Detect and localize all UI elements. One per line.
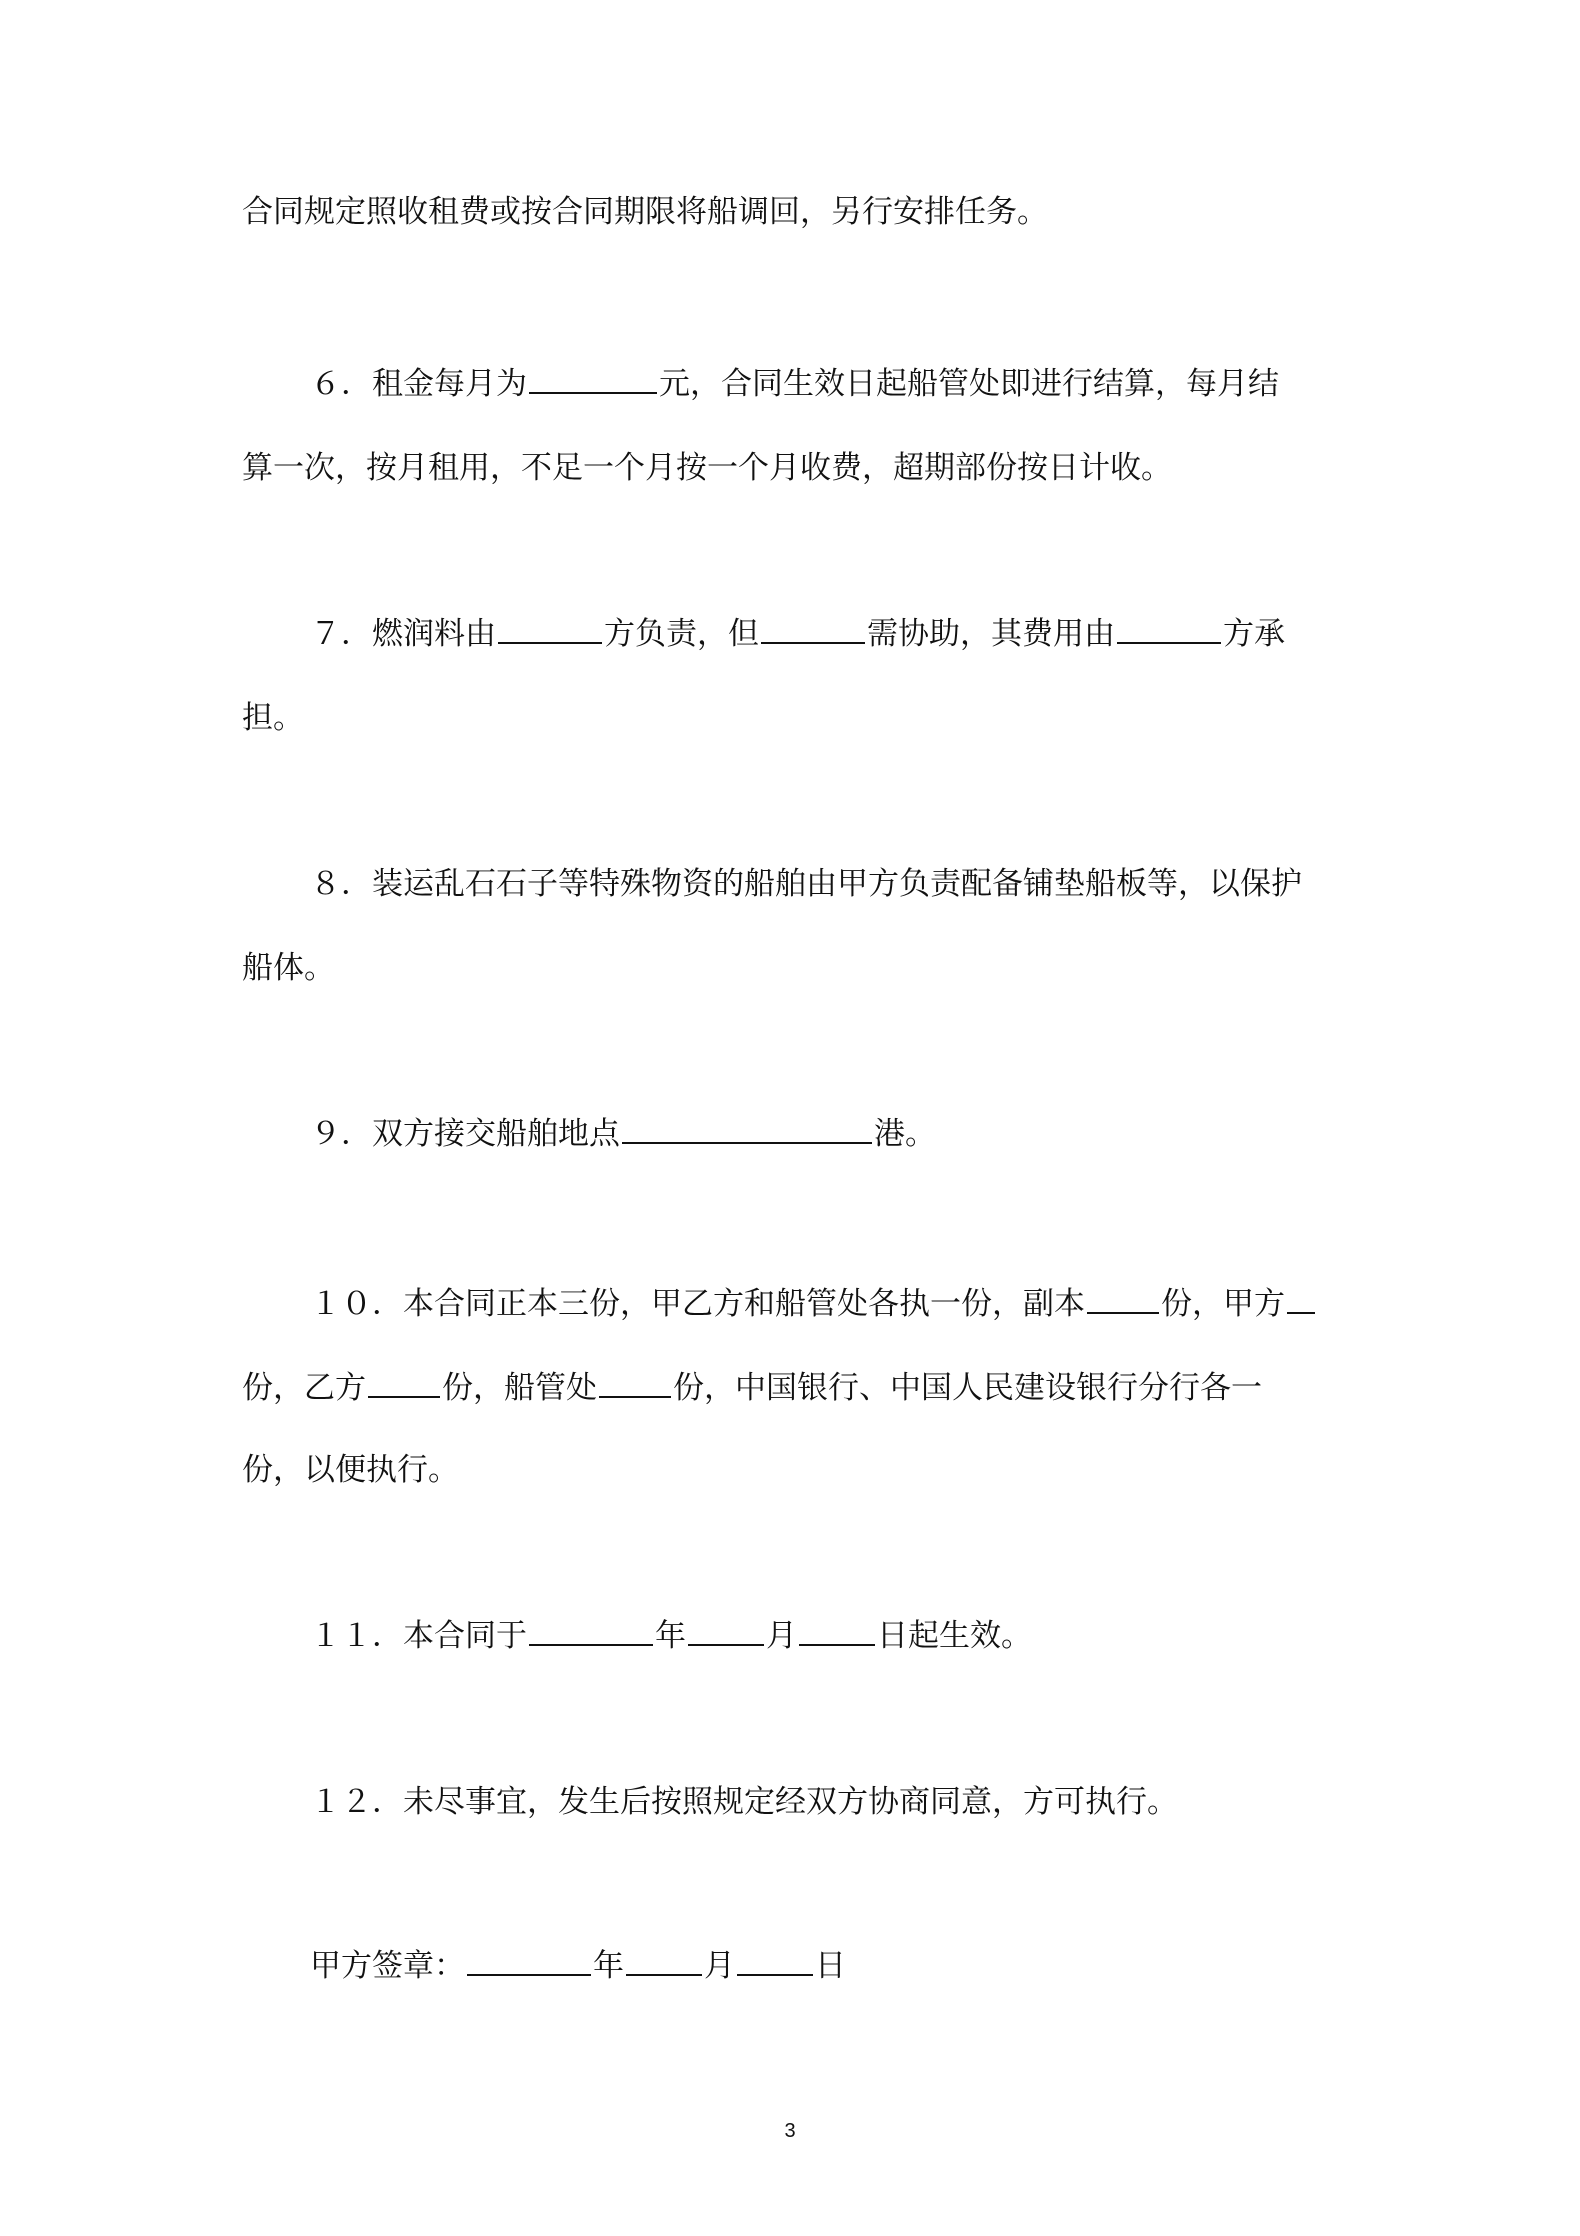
fill-blank-party-a-copies[interactable] [1287, 1286, 1315, 1314]
paragraph-7-line-2 [242, 698, 304, 738]
page-number: 3 [784, 2120, 796, 2142]
paragraph-text: 月 [766, 1618, 797, 1654]
fill-blank-effective-day[interactable] [799, 1618, 875, 1646]
paragraph-text: 年 [655, 1618, 686, 1654]
paragraph-text: 日 [815, 1948, 846, 1984]
fill-blank-sign-month[interactable] [626, 1948, 702, 1976]
paragraph-text: 份，甲方 [1161, 1286, 1285, 1322]
fill-blank-effective-year[interactable] [529, 1618, 653, 1646]
paragraph-text: ８．装运乱石石子等特殊物资的船舶由甲方负责配备铺垫船板等，以保护 [310, 866, 1302, 902]
paragraph-text: 年 [593, 1948, 624, 1984]
paragraph-text: 担。 [242, 700, 304, 736]
fill-blank-port[interactable] [622, 1116, 872, 1144]
paragraph-text: ７．燃润料由 [310, 616, 496, 652]
fill-blank-sign-day[interactable] [737, 1948, 813, 1976]
paragraph-text: 船体。 [242, 950, 335, 986]
paragraph-text: 份，乙方 [242, 1370, 366, 1406]
paragraph-10-line-3 [242, 1450, 459, 1490]
fill-blank-sign-year[interactable] [467, 1948, 591, 1976]
fill-blank-copies[interactable] [1087, 1286, 1159, 1314]
paragraph-text: ９．双方接交船舶地点 [310, 1116, 620, 1152]
paragraph-text: 方承 [1223, 616, 1285, 652]
paragraph-text: 份，船管处 [442, 1370, 597, 1406]
paragraph-6-line-2 [242, 448, 1172, 488]
paragraph-10-line-1 [310, 1284, 1317, 1324]
signature-label: 甲方签章： [310, 1948, 465, 1984]
paragraph-8-line-1 [310, 864, 1302, 904]
fill-blank-fuel-party[interactable] [498, 616, 602, 644]
fill-blank-assist-party[interactable] [761, 616, 865, 644]
paragraph-text: 算一次，按月租用，不足一个月按一个月收费，超期部份按日计收。 [242, 450, 1172, 486]
signature-line-party-a [310, 1946, 846, 1986]
paragraph-10-line-2 [242, 1368, 1262, 1408]
paragraph-5-continuation [242, 192, 1048, 232]
paragraph-7-line-1 [310, 614, 1285, 654]
paragraph-text: １０．本合同正本三份，甲乙方和船管处各执一份，副本 [310, 1286, 1085, 1322]
paragraph-text: 港。 [874, 1116, 936, 1152]
paragraph-text: 方负责，但 [604, 616, 759, 652]
paragraph-text: １２．未尽事宜，发生后按照规定经双方协商同意，方可执行。 [310, 1784, 1178, 1820]
paragraph-text: １１．本合同于 [310, 1618, 527, 1654]
fill-blank-party-b-copies[interactable] [368, 1370, 440, 1398]
paragraph-8-line-2 [242, 948, 335, 988]
paragraph-text: 合同规定照收租费或按合同期限将船调回，另行安排任务。 [242, 194, 1048, 230]
paragraph-text: 份，中国银行、中国人民建设银行分行各一 [673, 1370, 1262, 1406]
fill-blank-effective-month[interactable] [688, 1618, 764, 1646]
paragraph-11 [310, 1616, 1032, 1656]
paragraph-text: 份，以便执行。 [242, 1452, 459, 1488]
fill-blank-cost-party[interactable] [1117, 616, 1221, 644]
fill-blank-rent[interactable] [529, 366, 657, 394]
paragraph-9 [310, 1114, 936, 1154]
paragraph-12 [310, 1782, 1178, 1822]
paragraph-6-line-1 [310, 364, 1279, 404]
paragraph-text: 元，合同生效日起船管处即进行结算，每月结 [659, 366, 1279, 402]
paragraph-text: ６．租金每月为 [310, 366, 527, 402]
paragraph-text: 月 [704, 1948, 735, 1984]
fill-blank-office-copies[interactable] [599, 1370, 671, 1398]
paragraph-text: 日起生效。 [877, 1618, 1032, 1654]
paragraph-text: 需协助，其费用由 [867, 616, 1115, 652]
